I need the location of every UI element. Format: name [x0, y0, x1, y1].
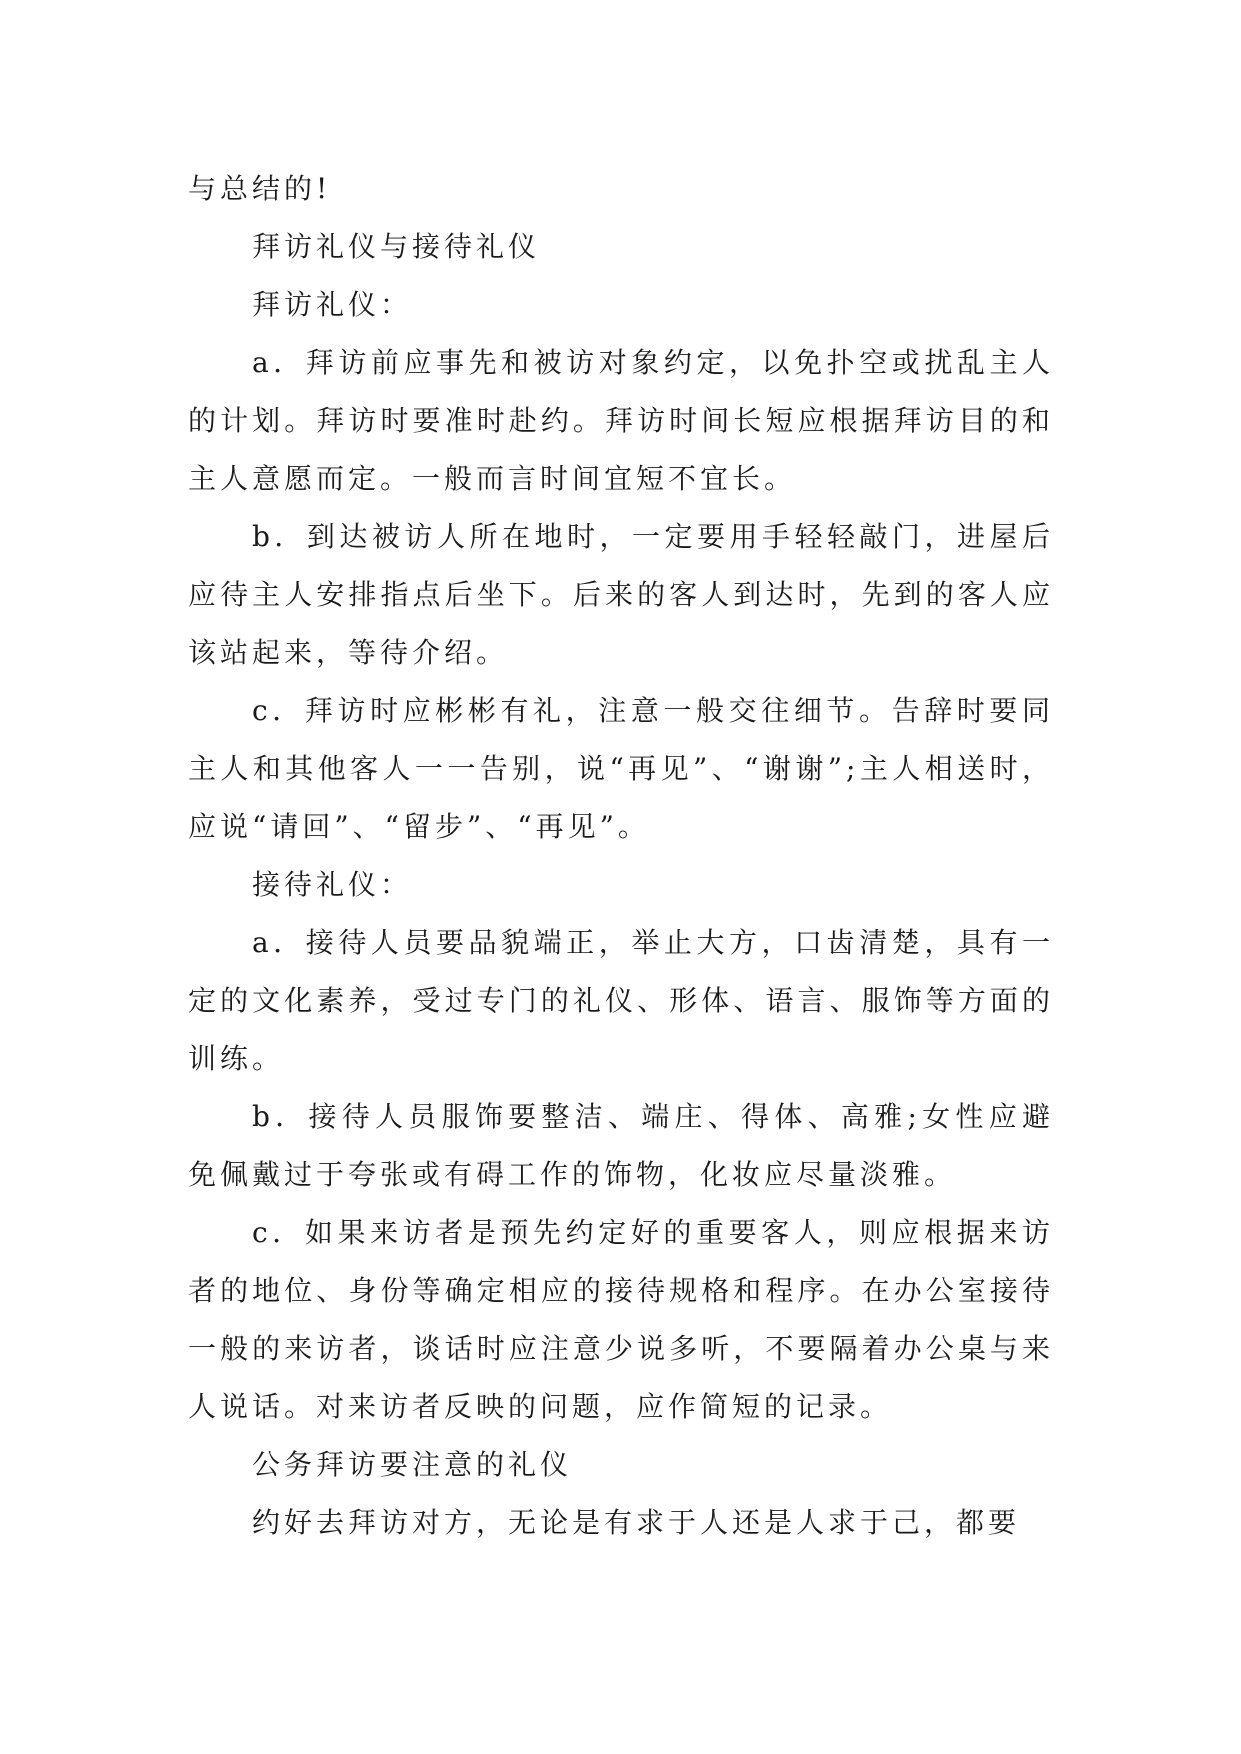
paragraph-reception-b: b．接待人员服饰要整洁、端庄、得体、高雅;女性应避免佩戴过于夸张或有碍工作的饰物，化妆应尽量淡雅。	[188, 1100, 1054, 1191]
subheading-visit-etiquette: 拜访礼仪：	[252, 288, 413, 321]
section-heading-visit-and-reception: 拜访礼仪与接待礼仪	[252, 230, 541, 263]
paragraph-visit-a: a．拜访前应事先和被访对象约定，以免扑空或扰乱主人的计划。拜访时要准时赴约。拜访时间长短应根据拜访目的和主人意愿而定。一般而言时间宜短不宜长。	[188, 346, 1054, 495]
paragraph-reception-c: c．如果来访者是预先约定好的重要客人，则应根据来访者的地位、身份等确定相应的接待规格和程序。在办公室接待一般的来访者，谈话时应注意少说多听，不要隔着办公桌与来人说话。对来访者反映的问题，应作简短的记录。	[188, 1216, 1054, 1423]
subheading-reception-etiquette: 接待礼仪：	[252, 868, 413, 901]
paragraph-visit-c: c．拜访时应彬彬有礼，注意一般交往细节。告辞时要同主人和其他客人一一告别，说“再见”、“谢谢”;主人相送时，应说“请回”、“留步”、“再见”。	[188, 694, 1054, 843]
paragraph-official-visit-start: 约好去拜访对方，无论是有求于人还是人求于己，都要	[252, 1506, 1021, 1539]
paragraph-visit-b: b．到达被访人所在地时，一定要用手轻轻敲门，进屋后应待主人安排指点后坐下。后来的客人到达时，先到的客人应该站起来，等待介绍。	[188, 520, 1054, 669]
section-heading-official-visit: 公务拜访要注意的礼仪	[252, 1448, 573, 1481]
paragraph-reception-a: a．接待人员要品貌端正，举止大方，口齿清楚，具有一定的文化素养，受过专门的礼仪、形体、语言、服饰等方面的训练。	[188, 926, 1054, 1075]
paragraph-continuation: 与总结的!	[188, 172, 332, 205]
document-body	[188, 160, 1054, 1552]
